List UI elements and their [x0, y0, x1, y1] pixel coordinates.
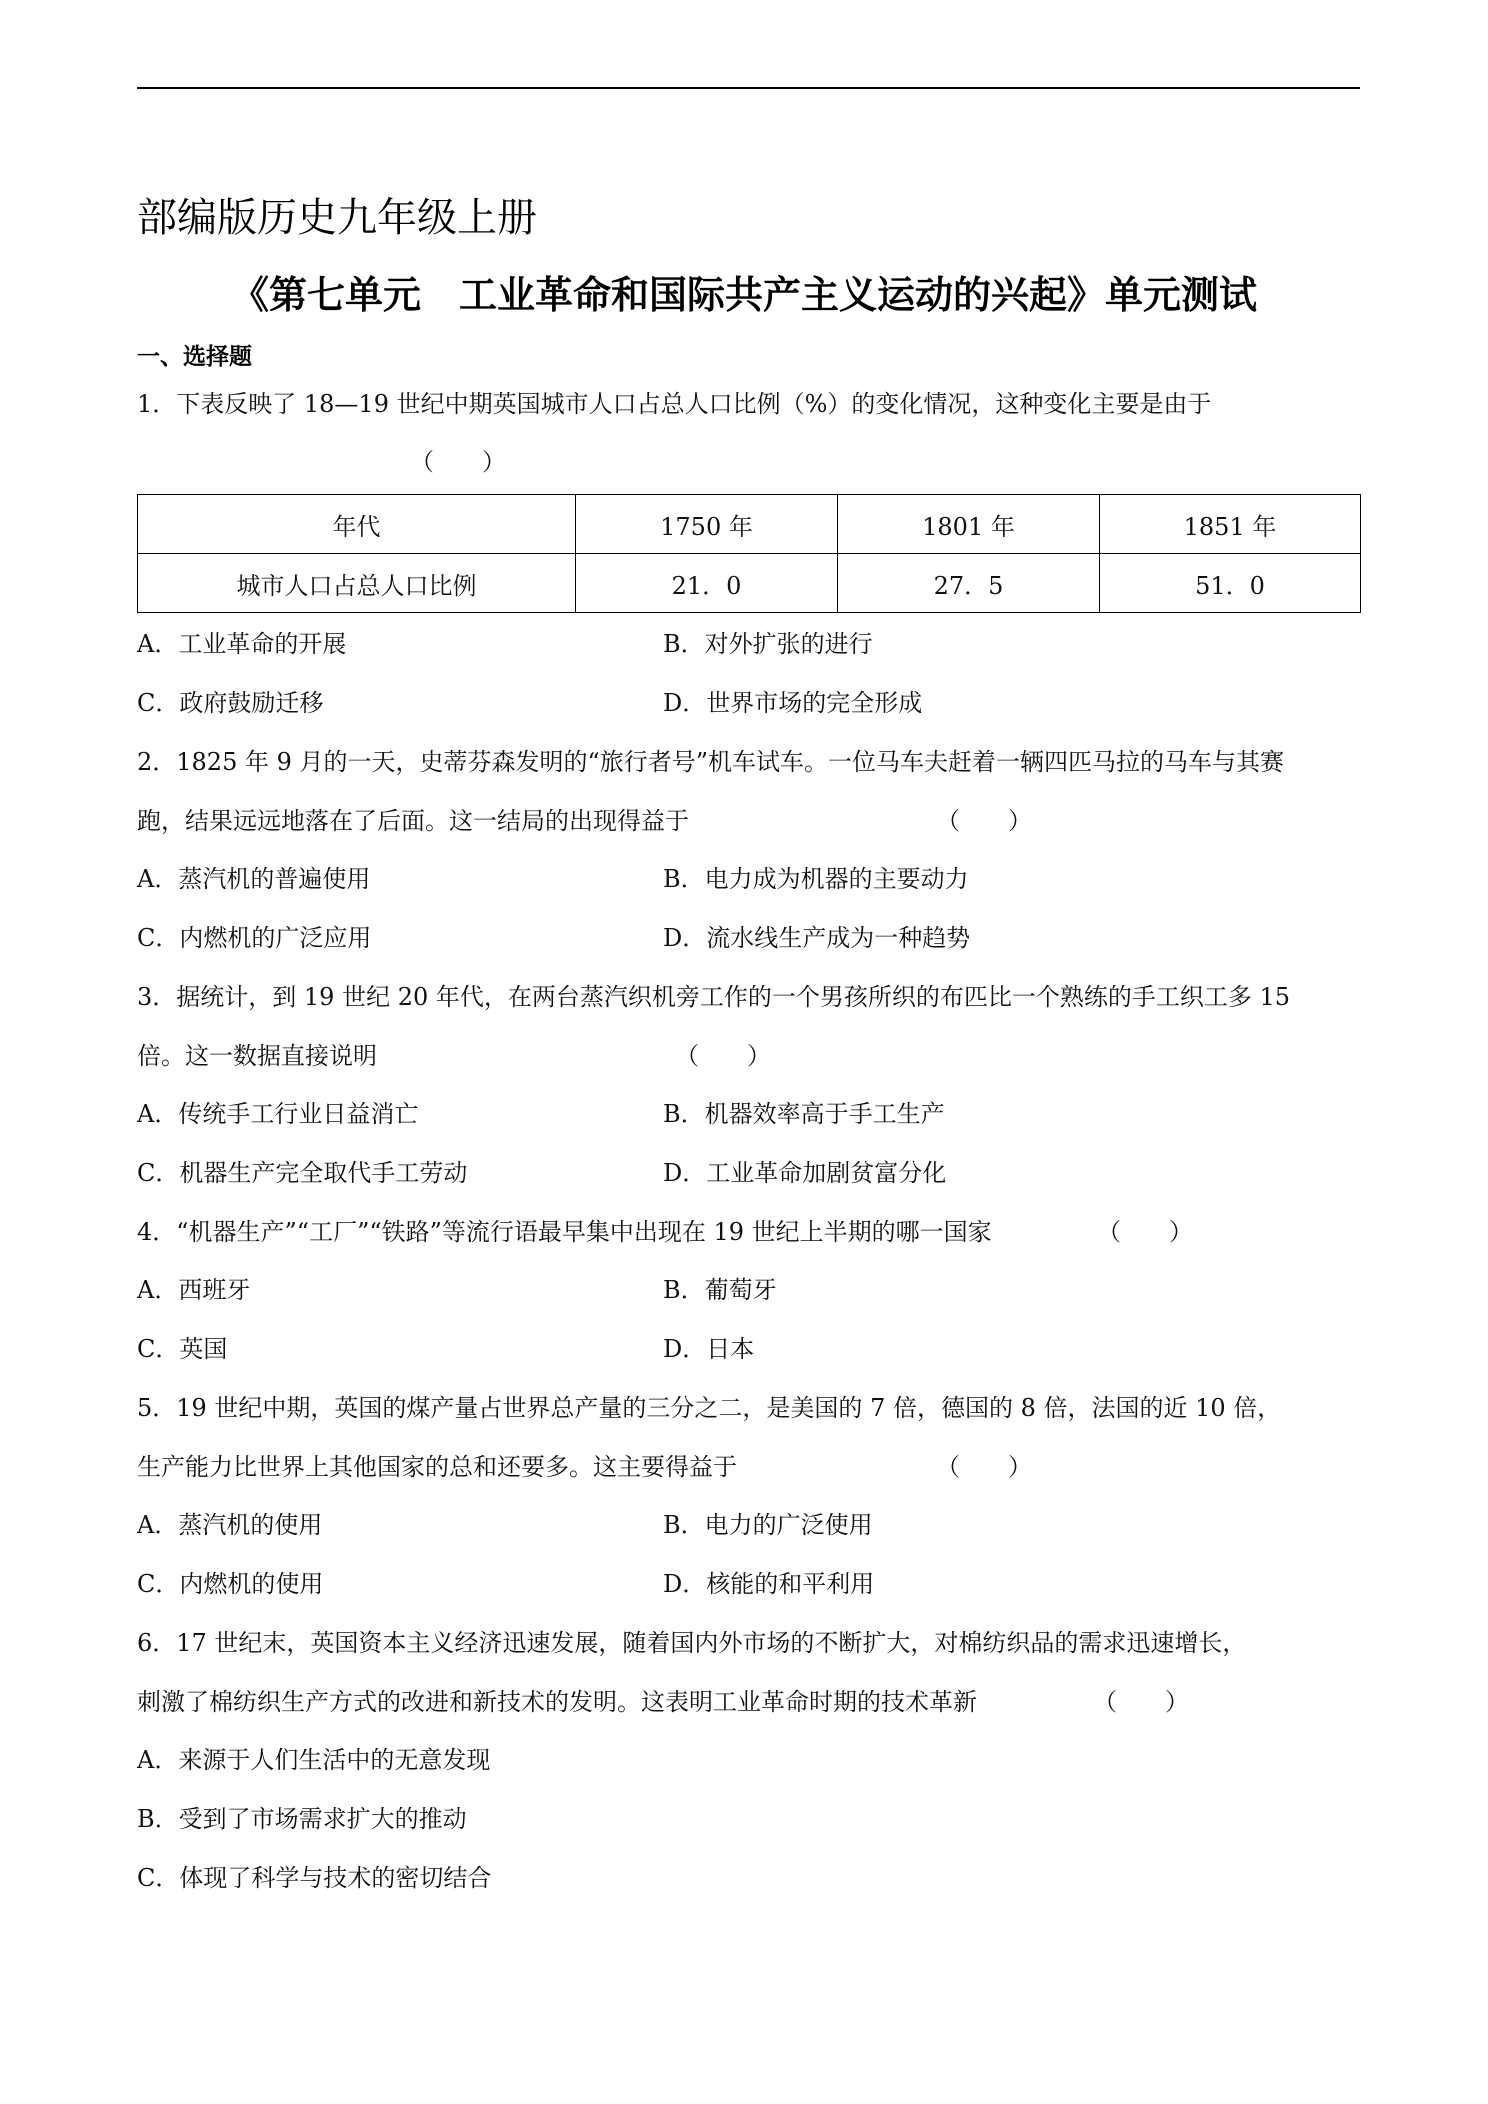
population-ratio-table [137, 494, 1361, 613]
question-5-answer-blank: （ ） [936, 1453, 1032, 1481]
table-cell: 1851 年 [1100, 495, 1361, 554]
question-6-option-c: C．体现了科学与技术的密切结合 [137, 1864, 492, 1892]
question-2-text: 2．1825 年 9 月的一天，史蒂芬森发明的“旅行者号”机车试车。一位马车夫赶着一辆四匹马拉的马车与其赛 [137, 748, 1285, 776]
table-cell: 年代 [138, 495, 576, 554]
question-4-answer-blank: （ ） [1097, 1218, 1193, 1246]
question-2-option-a: A．蒸汽机的普遍使用 [137, 865, 371, 893]
question-1-text: 1．下表反映了 18—19 世纪中期英国城市人口占总人口比例（%）的变化情况，这种变化主要是由于 [137, 390, 1212, 418]
question-5-option-c: C．内燃机的使用 [137, 1570, 324, 1598]
question-3-text: 3．据统计，到 19 世纪 20 年代，在两台蒸汽织机旁工作的一个男孩所织的布匹比一个熟练的手工织工多 15 [137, 983, 1291, 1011]
question-3-option-c: C．机器生产完全取代手工劳动 [137, 1159, 468, 1187]
question-5-option-b: B．电力的广泛使用 [663, 1511, 873, 1539]
header-rule [137, 87, 1360, 89]
question-2-option-b: B．电力成为机器的主要动力 [663, 865, 969, 893]
question-3-answer-blank: （ ） [675, 1042, 771, 1070]
unit-test-title: 《第七单元 工业革命和国际共产主义运动的兴起》单元测试 [230, 273, 1257, 317]
question-2-option-c: C．内燃机的广泛应用 [137, 924, 372, 952]
question-6-text: 刺激了棉纺织生产方式的改进和新技术的发明。这表明工业革命时期的技术革新 [137, 1688, 977, 1716]
question-1-option-d: D．世界市场的完全形成 [663, 689, 923, 717]
question-2-answer-blank: （ ） [936, 807, 1032, 835]
question-5-text: 5．19 世纪中期，英国的煤产量占世界总产量的三分之二，是美国的 7 倍，德国的 8 倍，法国的近 10 倍， [137, 1394, 1282, 1422]
question-4-option-a: A．西班牙 [137, 1276, 251, 1304]
question-4-option-c: C．英国 [137, 1335, 228, 1363]
question-1-option-c: C．政府鼓励迁移 [137, 689, 324, 717]
question-4-option-b: B．葡萄牙 [663, 1276, 777, 1304]
table-cell: 1801 年 [838, 495, 1100, 554]
table-row [138, 554, 1361, 613]
question-6-answer-blank: （ ） [1093, 1688, 1189, 1716]
table-cell: 城市人口占总人口比例 [138, 554, 576, 613]
question-6-text: 6．17 世纪末，英国资本主义经济迅速发展，随着国内外市场的不断扩大，对棉纺织品的需求迅速增长， [137, 1629, 1247, 1657]
question-2-text: 跑，结果远远地落在了后面。这一结局的出现得益于 [137, 807, 689, 835]
question-3-text: 倍。这一数据直接说明 [137, 1042, 377, 1070]
table-cell: 51．0 [1100, 554, 1361, 613]
section-heading: 一、选择题 [137, 344, 252, 370]
question-1-option-a: A．工业革命的开展 [137, 630, 347, 658]
page-title: 部编版历史九年级上册 [137, 195, 537, 241]
question-2-option-d: D．流水线生产成为一种趋势 [663, 924, 971, 952]
question-5-option-d: D．核能的和平利用 [663, 1570, 875, 1598]
table-cell: 27．5 [838, 554, 1100, 613]
question-3-option-d: D．工业革命加剧贫富分化 [663, 1159, 947, 1187]
question-1-answer-blank: （ ） [410, 448, 506, 476]
table-cell: 1750 年 [576, 495, 838, 554]
question-4-option-d: D．日本 [663, 1335, 755, 1363]
question-5-text: 生产能力比世界上其他国家的总和还要多。这主要得益于 [137, 1453, 737, 1481]
question-3-option-a: A．传统手工行业日益消亡 [137, 1100, 419, 1128]
table-cell: 21．0 [576, 554, 838, 613]
table-header-row [138, 495, 1361, 554]
question-6-option-a: A．来源于人们生活中的无意发现 [137, 1746, 491, 1774]
question-3-option-b: B．机器效率高于手工生产 [663, 1100, 945, 1128]
question-4-text: 4．“机器生产”“工厂”“铁路”等流行语最早集中出现在 19 世纪上半期的哪一国家 [137, 1218, 992, 1246]
question-1-option-b: B．对外扩张的进行 [663, 630, 873, 658]
question-5-option-a: A．蒸汽机的使用 [137, 1511, 323, 1539]
question-6-option-b: B．受到了市场需求扩大的推动 [137, 1805, 467, 1833]
